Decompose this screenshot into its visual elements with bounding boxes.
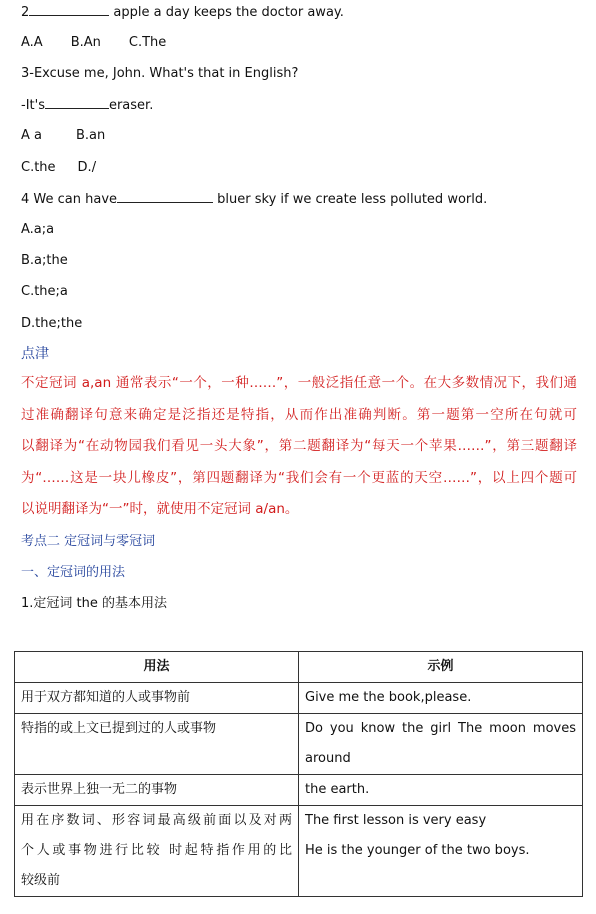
section-title: 考点二 定冠词与零冠词: [21, 534, 156, 549]
table-row: [15, 714, 583, 775]
q4-prefix: 4 We can have: [21, 192, 118, 207]
example-line: around: [305, 751, 351, 766]
point-title: 1.定冠词 the 的基本用法: [21, 596, 168, 611]
explanation: [21, 372, 577, 530]
example-line: Do you know the girl The moon moves: [305, 721, 576, 736]
option: C.The: [128, 35, 167, 50]
usage-line: 个人或事物进行比较 时起特指作用的比: [21, 843, 292, 858]
example-line: The first lesson is very easy: [305, 813, 487, 828]
option: C.the;a: [21, 284, 68, 299]
question-2: [21, 2, 344, 23]
table-row: [15, 806, 583, 897]
usage-cell: 表示世界上独一无二的事物: [15, 775, 299, 806]
explanation-line: 不定冠词 a,an 通常表示“一个，一种……”，一般泛指任意一个。在大多数情况下，我们通: [21, 375, 577, 391]
q3-answer-suffix: eraser.: [108, 98, 154, 113]
usage-cell: 用于双方都知道的人或事物前: [15, 683, 299, 714]
usage-line: 较级前: [21, 873, 61, 888]
q3-options-row-1: [21, 126, 105, 146]
subsection-title: 一、定冠词的用法: [21, 565, 126, 580]
q3-answer-line: [21, 95, 153, 116]
q2-number: 2: [21, 5, 30, 20]
example-cell: Give me the book,please.: [299, 683, 583, 714]
explanation-line: 为“……这是一块儿橡皮”，第四题翻译为“我们会有一个更蓝的天空……”，以上四个题可: [21, 469, 577, 486]
explanation-line: 以说明翻译为“一”时，就使用不定冠词 a/an。: [21, 501, 299, 517]
usage-line: 用在序数词、形容词最高级前面以及对两: [21, 813, 292, 828]
table-row: [15, 775, 583, 806]
option: B.a;the: [21, 253, 68, 268]
tip-heading: 点津: [21, 346, 49, 362]
option: A a: [21, 128, 42, 143]
example-cell: [299, 806, 583, 897]
q4-text: bluer sky if we create less polluted world.: [217, 192, 488, 207]
column-header-example: 示例: [299, 652, 583, 683]
q2-options: [21, 33, 166, 53]
answer-blank: [45, 95, 109, 109]
explanation-line: 以翻译为“在动物园我们看见一头大象”，第二题翻译为“每天一个苹果……”，第三题翻译: [21, 438, 577, 454]
table-row: [15, 683, 583, 714]
answer-blank: [29, 2, 109, 16]
usage-cell: [15, 806, 299, 897]
example-line: He is the younger of the two boys.: [305, 843, 530, 858]
option: B.An: [70, 35, 101, 50]
usage-cell: 特指的或上文已提到过的人或事物: [15, 714, 299, 775]
q3-answer-prefix: -It's: [21, 98, 45, 113]
q3-options-row-2: [21, 158, 96, 178]
option: B.an: [76, 128, 106, 143]
example-cell: the earth.: [299, 775, 583, 806]
usage-table: [14, 651, 583, 897]
table-header-row: [15, 652, 583, 683]
option: A.A: [21, 35, 43, 50]
question-3: 3-Excuse me, John. What's that in English?: [21, 66, 299, 81]
option: A.a;a: [21, 222, 55, 237]
option: C.the: [21, 160, 56, 175]
answer-blank: [117, 189, 213, 203]
q2-text: apple a day keeps the doctor away.: [113, 5, 344, 20]
example-cell: [299, 714, 583, 775]
option: D.the;the: [21, 316, 83, 331]
option: D./: [77, 160, 97, 175]
question-4: [21, 189, 487, 210]
column-header-usage: 用法: [15, 652, 299, 683]
explanation-line: 过准确翻译句意来确定是泛指还是特指，从而作出准确判断。第一题第一空所在句就可: [21, 406, 577, 423]
